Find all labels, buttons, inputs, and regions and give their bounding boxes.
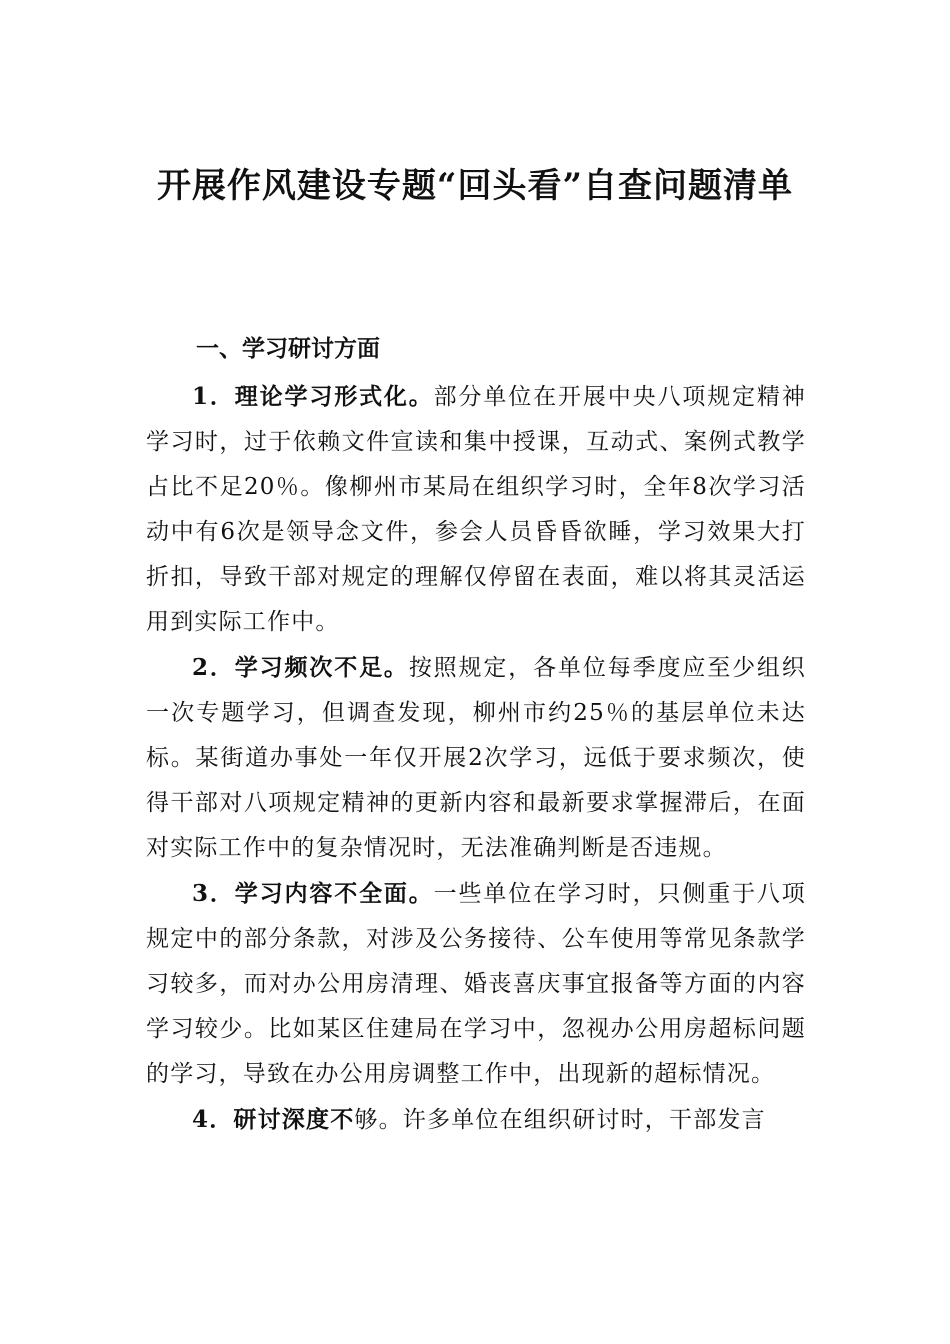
document-body <box>146 374 806 1143</box>
paragraph-1-text: 部分单位在开展中央八项规定精神学习时，过于依赖文件宣读和集中授课，互动式、案例式教学占比不足20％。像柳州市某局在组织学习时，全年8次学习活动中有6次是领导念文件，参会人员昏昏欲睡，学习效果大打折扣，导致干部对规定的理解仅停留在表面，难以将其灵活运用到实际工作中。 <box>146 384 806 635</box>
paragraph-1 <box>146 374 806 645</box>
paragraph-3-heading: 3．学习内容不全面。 <box>192 880 434 907</box>
section-heading: 一、学习研讨方面 <box>196 335 380 362</box>
paragraph-3-text: 一些单位在学习时，只侧重于八项规定中的部分条款，对涉及公务接待、公车使用等常见条款学习较多，而对办公用房清理、婚丧喜庆事宜报备等方面的内容学习较少。比如某区住建局在学习中，忽视办公用房超标问题的学习，导致在办公用房调整工作中，出现新的超标情况。 <box>146 881 806 1087</box>
paragraph-2 <box>146 645 806 871</box>
paragraph-2-text: 按照规定，各单位每季度应至少组织一次专题学习，但调查发现，柳州市约25％的基层单位未达标。某街道办事处一年仅开展2次学习，远低于要求频次，使得干部对八项规定精神的更新内容和最新要求掌握滞后，在面对实际工作中的复杂情况时，无法准确判断是否违规。 <box>146 655 807 861</box>
document-title: 开展作风建设专题“回头看”自查问题清单 <box>156 166 794 206</box>
paragraph-4 <box>146 1097 806 1143</box>
paragraph-4-heading: 4．研讨深度不 <box>192 1106 355 1133</box>
paragraph-2-heading: 2．学习频次不足。 <box>192 654 409 681</box>
paragraph-1-heading: 1．理论学习形式化。 <box>192 383 434 410</box>
paragraph-4-text: 够。许多单位在组织研讨时，干部发言 <box>354 1107 766 1133</box>
paragraph-3 <box>146 871 806 1097</box>
